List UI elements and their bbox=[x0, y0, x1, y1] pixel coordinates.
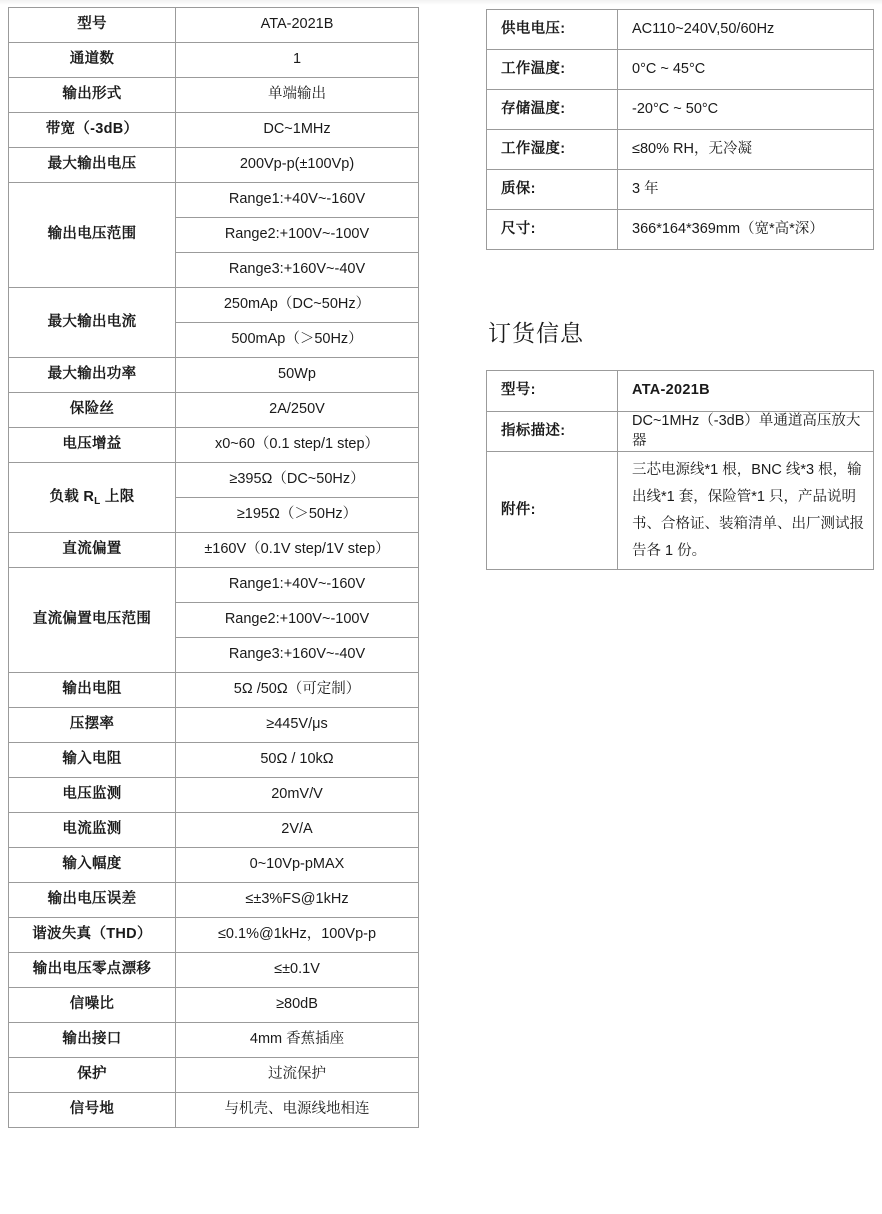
spec-value: Range1:+40V~-160V bbox=[176, 183, 419, 218]
table-row bbox=[9, 43, 419, 78]
spec-label: 直流偏置 bbox=[9, 533, 176, 568]
environment-label: 尺寸: bbox=[487, 210, 618, 250]
environment-table bbox=[486, 9, 874, 250]
table-row bbox=[9, 358, 419, 393]
environment-value: AC110~240V,50/60Hz bbox=[618, 10, 874, 50]
environment-label: 质保: bbox=[487, 170, 618, 210]
spec-label: 最大输出功率 bbox=[9, 358, 176, 393]
spec-value: DC~1MHz bbox=[176, 113, 419, 148]
spec-label: 输出形式 bbox=[9, 78, 176, 113]
spec-value: Range1:+40V~-160V bbox=[176, 568, 419, 603]
spec-label: 输入电阻 bbox=[9, 743, 176, 778]
table-row bbox=[487, 130, 874, 170]
spec-label: 输出电压范围 bbox=[9, 183, 176, 288]
table-row bbox=[487, 10, 874, 50]
table-row bbox=[487, 412, 874, 452]
spec-label: 输出电阻 bbox=[9, 673, 176, 708]
subscript-l: L bbox=[94, 495, 101, 507]
spec-value: 50Ω / 10kΩ bbox=[176, 743, 419, 778]
table-row bbox=[9, 393, 419, 428]
spec-value: 20mV/V bbox=[176, 778, 419, 813]
table-row bbox=[9, 1058, 419, 1093]
spec-label: 保险丝 bbox=[9, 393, 176, 428]
table-row bbox=[9, 813, 419, 848]
table-row bbox=[9, 848, 419, 883]
order-label: 指标描述: bbox=[487, 412, 618, 452]
order-value: 三芯电源线*1 根，BNC 线*3 根，输出线*1 套，保险管*1 只，产品说明书、合格证、装箱清单、出厂测试报告各 1 份。 bbox=[618, 452, 874, 570]
table-row bbox=[487, 371, 874, 412]
table-row bbox=[9, 883, 419, 918]
table-row bbox=[9, 918, 419, 953]
specification-table-container bbox=[8, 7, 390, 1128]
order-label: 附件: bbox=[487, 452, 618, 570]
spec-label: 带宽（-3dB） bbox=[9, 113, 176, 148]
spec-value: 500mAp（＞50Hz） bbox=[176, 323, 419, 358]
spec-label: 电压监测 bbox=[9, 778, 176, 813]
spec-value: ATA-2021B bbox=[176, 8, 419, 43]
table-row bbox=[487, 50, 874, 90]
spec-value: 0~10Vp-pMAX bbox=[176, 848, 419, 883]
environment-label: 工作温度: bbox=[487, 50, 618, 90]
environment-label: 供电电压: bbox=[487, 10, 618, 50]
table-row bbox=[9, 1093, 419, 1128]
spec-label: 输出电压零点漂移 bbox=[9, 953, 176, 988]
spec-label: 输出接口 bbox=[9, 1023, 176, 1058]
spec-value: Range3:+160V~-40V bbox=[176, 638, 419, 673]
spec-value: ≤0.1%@1kHz，100Vp-p bbox=[176, 918, 419, 953]
table-row bbox=[9, 533, 419, 568]
spec-value: 过流保护 bbox=[176, 1058, 419, 1093]
spec-label: 最大输出电流 bbox=[9, 288, 176, 358]
spec-value: ≤±3%FS@1kHz bbox=[176, 883, 419, 918]
table-row bbox=[9, 113, 419, 148]
table-row bbox=[487, 170, 874, 210]
table-row bbox=[487, 452, 874, 570]
spec-value: 单端输出 bbox=[176, 78, 419, 113]
environment-label: 工作湿度: bbox=[487, 130, 618, 170]
spec-value: Range3:+160V~-40V bbox=[176, 253, 419, 288]
table-row bbox=[487, 90, 874, 130]
table-row bbox=[487, 210, 874, 250]
table-row bbox=[9, 568, 419, 603]
table-row bbox=[9, 183, 419, 218]
spec-value: Range2:+100V~-100V bbox=[176, 603, 419, 638]
environment-label: 存储温度: bbox=[487, 90, 618, 130]
ordering-information-heading: 订货信息 bbox=[488, 320, 584, 346]
spec-value: 50Wp bbox=[176, 358, 419, 393]
spec-value: ≤±0.1V bbox=[176, 953, 419, 988]
table-row bbox=[9, 708, 419, 743]
spec-label: 压摆率 bbox=[9, 708, 176, 743]
spec-value: ≥395Ω（DC~50Hz） bbox=[176, 463, 419, 498]
spec-label: 通道数 bbox=[9, 43, 176, 78]
spec-label: 信号地 bbox=[9, 1093, 176, 1128]
spec-label: 谐波失真（THD） bbox=[9, 918, 176, 953]
spec-label: 最大输出电压 bbox=[9, 148, 176, 183]
environment-value: 3 年 bbox=[618, 170, 874, 210]
spec-value: 250mAp（DC~50Hz） bbox=[176, 288, 419, 323]
table-row bbox=[9, 288, 419, 323]
table-row bbox=[9, 673, 419, 708]
spec-value: ≥80dB bbox=[176, 988, 419, 1023]
environment-value: 366*164*369mm（宽*高*深） bbox=[618, 210, 874, 250]
spec-label: 保护 bbox=[9, 1058, 176, 1093]
spec-label: 负载 $R_L$ 上限 bbox=[9, 463, 176, 533]
spec-value: x0~60（0.1 step/1 step） bbox=[176, 428, 419, 463]
table-row bbox=[9, 428, 419, 463]
table-row bbox=[9, 778, 419, 813]
spec-value: 2V/A bbox=[176, 813, 419, 848]
ordering-information-section bbox=[486, 315, 874, 570]
order-value: ATA-2021B bbox=[618, 371, 874, 412]
table-row bbox=[9, 743, 419, 778]
spec-value: ≥445V/μs bbox=[176, 708, 419, 743]
spec-value: Range2:+100V~-100V bbox=[176, 218, 419, 253]
spec-label: 输入幅度 bbox=[9, 848, 176, 883]
table-row bbox=[9, 148, 419, 183]
spec-value: 5Ω /50Ω（可定制） bbox=[176, 673, 419, 708]
table-row bbox=[9, 463, 419, 498]
spec-label: 电压增益 bbox=[9, 428, 176, 463]
spec-label: 输出电压误差 bbox=[9, 883, 176, 918]
order-value: DC~1MHz（-3dB）单通道高压放大器 bbox=[618, 412, 874, 452]
spec-value: 与机壳、电源线地相连 bbox=[176, 1093, 419, 1128]
table-row bbox=[9, 8, 419, 43]
specification-table bbox=[8, 7, 419, 1128]
spec-value: ≥195Ω（＞50Hz） bbox=[176, 498, 419, 533]
spec-value: ±160V（0.1V step/1V step） bbox=[176, 533, 419, 568]
spec-value: 4mm 香蕉插座 bbox=[176, 1023, 419, 1058]
environment-table-container bbox=[486, 9, 874, 250]
environment-value: -20°C ~ 50°C bbox=[618, 90, 874, 130]
spec-label: 型号 bbox=[9, 8, 176, 43]
spec-value: 2A/250V bbox=[176, 393, 419, 428]
spec-label: 电流监测 bbox=[9, 813, 176, 848]
table-row bbox=[9, 78, 419, 113]
ordering-information-table bbox=[486, 370, 874, 570]
spec-label: 直流偏置电压范围 bbox=[9, 568, 176, 673]
environment-value: 0°C ~ 45°C bbox=[618, 50, 874, 90]
top-gradient-band bbox=[0, 0, 882, 5]
spec-value: 1 bbox=[176, 43, 419, 78]
spec-value: 200Vp-p(±100Vp) bbox=[176, 148, 419, 183]
environment-value: ≤80% RH，无冷凝 bbox=[618, 130, 874, 170]
table-row bbox=[9, 988, 419, 1023]
table-row bbox=[9, 1023, 419, 1058]
order-label: 型号: bbox=[487, 371, 618, 412]
spec-label: 信噪比 bbox=[9, 988, 176, 1023]
table-row bbox=[9, 953, 419, 988]
